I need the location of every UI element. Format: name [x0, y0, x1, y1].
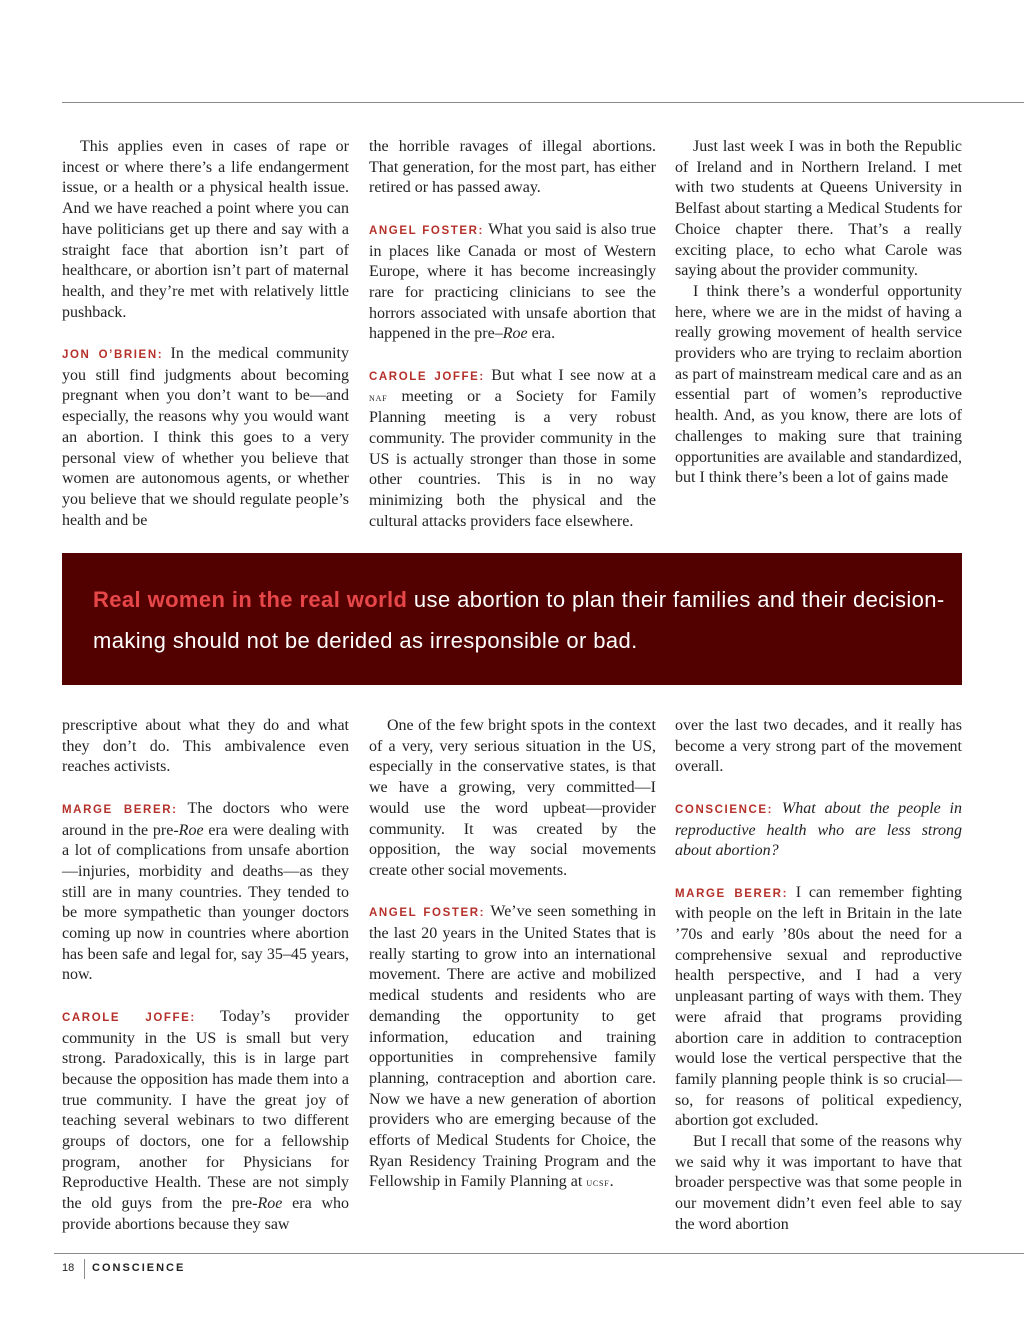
paragraph-text: era were dealing with a lot of complications from unsafe abortion—injuries, morbidity and deaths—as they still are in many countries. They tended to be more sympathetic than younger doctors coming up now in countries where abortion has been safe and legal for, say 35–45 years, now.	[62, 821, 350, 984]
paragraph-text: In the medical community you still find judgments about becoming pregnant when you don’t want to be—and especially, the reasons why you would want an abortion. I think this goes to a very personal view of whether you believe that women are autonomous agents, or whether you believe that we should regulate people’s health and be	[62, 345, 349, 529]
paragraph: But I recall that some of the reasons why we said why it was important to have that broader perspective was that some people in our movement didn’t even feel able to say the word abortion	[675, 1133, 962, 1233]
paragraph-text: .	[609, 1173, 614, 1191]
speaker-label: CONSCIENCE:	[675, 803, 774, 816]
bottom-rule	[54, 1253, 1024, 1254]
paragraph-text: The doctors who were around in the pre-	[62, 799, 349, 839]
page-number: 18	[62, 1262, 75, 1274]
footer-divider	[84, 1259, 85, 1279]
speaker-label: CAROLE JOFFE:	[62, 1011, 196, 1024]
pull-quote-highlight: Real women in the real world	[93, 587, 408, 612]
paragraph	[369, 220, 656, 345]
paragraph-text: But what I see now at a	[484, 366, 656, 384]
italic-text: Roe	[257, 1195, 283, 1213]
paragraph: the horrible ravages of illegal abortions. That generation, for the most part, has either retired or has passed away.	[369, 138, 656, 197]
paragraph-text: We’ve seen something in the last 20 years in the United States that is really starting to grow into an international movement. There are active and mobilized medical students and residents who are demanding the opportunity to get information, education and training opportunities in comprehensive family planning, contraception and abortion care. Now we have a new generation of abortion providers who are emerging because of the efforts of Medical Students for Choice, the Ryan Residency Training Program and the Fellowship in Family Planning at	[369, 903, 656, 1191]
paragraph	[675, 883, 962, 1132]
acronym: naf	[369, 390, 388, 405]
upper-column-1	[62, 137, 349, 531]
paragraph-text: What you said is also true in places like Canada or most of Western Europe, where it has become increasingly rare for practicing clinicians to see the horrors associated with unsafe abortion that happened in the pre–	[369, 220, 657, 343]
paragraph-text: era.	[527, 325, 556, 343]
question-text: What about the people in reproductive health who are less strong about abortion?	[675, 799, 962, 860]
lower-column-1	[62, 716, 349, 1236]
paragraph: One of the few bright spots in the context of a very, very serious situation in the US, especially in the conservative states, is that we have a growing, very committed—I would use the word upbeat—provider community. It was created by the opposition, the way social movements create other social movements.	[369, 717, 656, 879]
paragraph-text: meeting or a Society for Family Planning meeting is a very robust community. The provider community in the US is actually stronger than those in some other countries. This is in no way minimizing both the physical and the cultural attacks providers face elsewhere.	[369, 388, 656, 530]
top-rule	[62, 102, 1024, 103]
speaker-label: MARGE BERER:	[62, 803, 178, 816]
paragraph-text: I can remember fighting with people on the left in Britain in the late ’70s and early ’80s about the need for a comprehensive sexual and reproductive health perspective, and I had a very unpleasant parting of ways with them. They were afraid that programs providing abortion care in addition to contraception would lose the vertical perspective that the family planning people think is so crucial—so, for reasons of political expediency, abortion got excluded.	[675, 883, 963, 1130]
upper-column-2	[369, 137, 656, 532]
paragraph-text: Today’s provider community in the US is small but very strong. Paradoxically, this is in large part because the opposition has made them into a true community. I have the great joy of teaching several webinars to two different groups of doctors, one for a fellowship program, another for Physicians for Reproductive Health. These are not simply the old guys from the pre-	[62, 1007, 349, 1213]
speaker-label: CAROLE JOFFE:	[369, 370, 485, 383]
paragraph	[62, 344, 349, 531]
upper-column-3	[675, 137, 962, 489]
speaker-label: JON O’BRIEN:	[62, 349, 164, 362]
lower-column-2	[369, 716, 656, 1193]
paragraph	[62, 1007, 349, 1236]
acronym: ucsf	[586, 1175, 610, 1190]
paragraph: I think there’s a wonderful opportunity here, where we are in the midst of having a really growing movement of health service providers who are trying to reclaim abortion as part of mainstream medical care and as an essential part of women’s reproductive health. And, as you know, there are lots of challenges to making sure that training opportunities are available and standardized, but I think there’s been a lot of gains made	[675, 282, 962, 487]
pull-quote	[93, 579, 953, 661]
paragraph	[62, 799, 349, 986]
italic-text: Roe	[502, 325, 528, 343]
lower-column-3	[675, 716, 962, 1236]
speaker-label: ANGEL FOSTER:	[369, 224, 484, 237]
paragraph	[369, 366, 656, 533]
speaker-label: MARGE BERER:	[675, 887, 789, 900]
paragraph: Just last week I was in both the Republic of Ireland and in Northern Ireland. I met with two students at Queens University in Belfast about starting a Medical Students for Choice chapter there. That’s a really exciting place, to echo what Carole was saying about the provider community.	[675, 138, 962, 280]
paragraph: This applies even in cases of rape or incest or where there’s a life endangerment issue, or a health or a physical health issue. And we have reached a point where you can have politicians get up there and say with a straight face that abortion isn’t part of healthcare, or abortion isn’t part of maternal health, and they’re met with relatively little pushback.	[62, 138, 349, 321]
pull-quote-text: use abortion to plan their families and their decision-making should not be derided as irresponsible or bad.	[93, 587, 945, 653]
paragraph-text: era who provide abortions because they saw	[62, 1195, 350, 1233]
magazine-name: CONSCIENCE	[92, 1262, 186, 1274]
paragraph: prescriptive about what they do and what they don’t do. This ambivalence even reaches activists.	[62, 717, 349, 776]
speaker-label: ANGEL FOSTER:	[369, 907, 486, 920]
paragraph: over the last two decades, and it really has become a very strong part of the movement overall.	[675, 717, 962, 776]
pull-quote-box	[62, 553, 962, 685]
paragraph	[675, 799, 962, 862]
italic-text: Roe	[178, 821, 204, 839]
paragraph	[369, 902, 656, 1193]
